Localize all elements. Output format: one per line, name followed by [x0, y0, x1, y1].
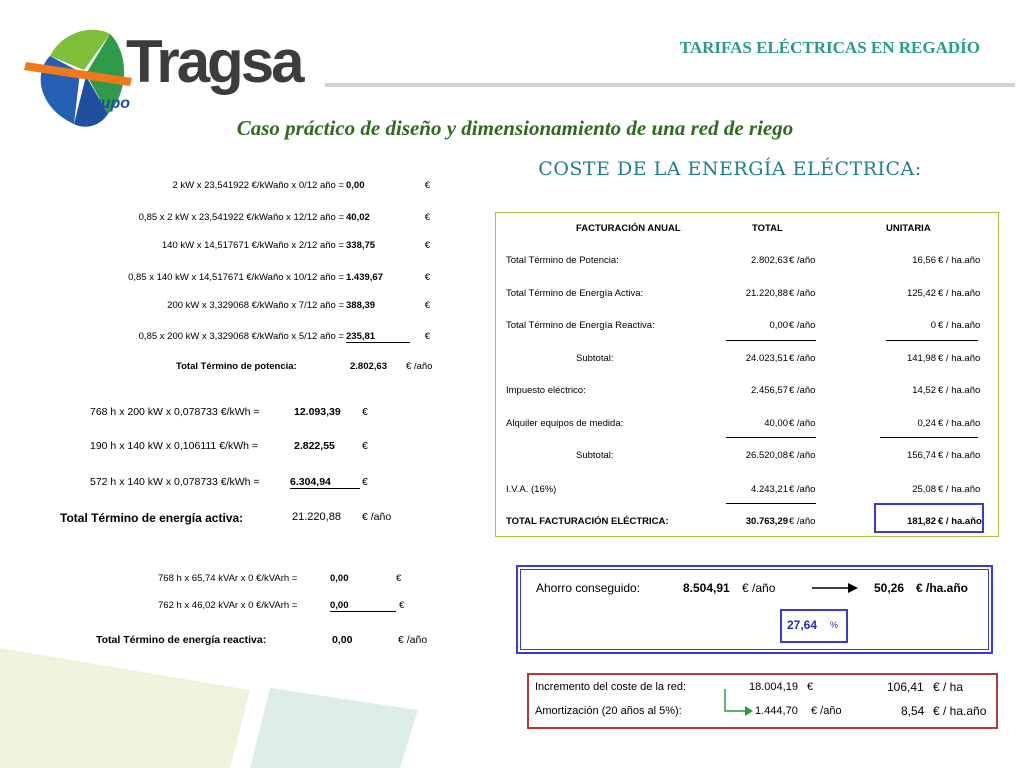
increment-unit: € [807, 681, 814, 693]
billing-row-unit-value: 25,08 [912, 484, 936, 495]
potencia-value: 235,81 [346, 331, 410, 343]
activa-value: 6.304,94 [290, 476, 360, 489]
potencia-formula: 0,85 x 200 kW x 3,329068 €/kWaño x 5/12 año = [138, 331, 344, 342]
reactiva-formula: 762 h x 46,02 kVAr x 0 €/kVArh = [158, 600, 298, 611]
billing-grand-total: 30.763,29 [745, 516, 788, 527]
reactiva-value: 0,00 [330, 600, 396, 612]
potencia-value: 0,00 [346, 180, 365, 191]
potencia-formula: 2 kW x 23,541922 €/kWaño x 0/12 año = [172, 180, 344, 191]
billing-grand-total-unit-value: 181,82 [906, 516, 936, 527]
increment-label: Incremento del coste de la red: [535, 681, 687, 693]
billing-row-total-unit: € /año [789, 484, 816, 495]
potencia-unit: € [424, 240, 430, 251]
potencia-unit: € [424, 180, 430, 191]
billing-row-unit-value: 0,24 [917, 418, 936, 429]
billing-row-total: 2.802,63 [751, 255, 788, 266]
billing-row-unit-unit: € / ha.año [938, 320, 981, 331]
billing-row-label: Total Término de Energía Activa: [506, 288, 644, 299]
billing-row-unit-unit: € / ha.año [938, 353, 981, 364]
activa-unit: € [362, 476, 368, 488]
increment-ha-unit: € / ha [933, 680, 964, 694]
billing-row-unit-unit: € / ha.año [938, 288, 981, 299]
billing-row-total-unit: € /año [789, 288, 816, 299]
billing-row-unit-value: 141,98 [906, 353, 936, 364]
activa-unit: € [362, 440, 368, 452]
billing-row-label: Total Término de Energía Reactiva: [506, 320, 655, 331]
reactiva-total-value: 0,00 [332, 634, 353, 646]
billing-header-total: TOTAL [752, 223, 783, 234]
billing-row-total-unit: € /año [789, 255, 816, 266]
reactiva-value: 0,00 [330, 573, 349, 584]
billing-row-unit-unit: € / ha.año [938, 450, 981, 461]
arrow-right-icon [812, 581, 858, 595]
amortization-ha-value: 8,54 [901, 704, 925, 718]
potencia-formula: 200 kW x 3,329068 €/kWaño x 7/12 año = [167, 300, 344, 311]
reactiva-total-label: Total Término de energía reactiva: [96, 634, 267, 646]
green-arrow-icon [719, 689, 755, 719]
billing-row-total: 26.520,08 [745, 450, 788, 461]
activa-value: 12.093,39 [294, 406, 341, 418]
billing-row-label: Subtotal: [576, 353, 614, 364]
potencia-value: 338,75 [346, 240, 376, 251]
savings-unit: € /año [742, 581, 776, 595]
potencia-unit: € [424, 272, 430, 283]
potencia-value: 40,02 [346, 212, 370, 223]
reactiva-formula: 768 h x 65,74 kVAr x 0 €/kVArh = [158, 573, 298, 584]
potencia-calculations [90, 180, 430, 342]
page-subtitle: Caso práctico de diseño y dimensionamiento de una red de riego [236, 116, 794, 140]
billing-row-label: Total Término de Potencia: [506, 255, 619, 266]
logo-subtext: Grupo [82, 95, 130, 112]
billing-total-rule [726, 503, 816, 504]
activa-value: 2.822,55 [294, 440, 335, 452]
billing-row-label: Subtotal: [576, 450, 614, 461]
amortization-ha-unit: € / ha.año [933, 704, 987, 718]
decorative-bottom-shapes [0, 610, 430, 768]
potencia-formula: 140 kW x 14,517671 €/kWaño x 2/12 año = [161, 240, 344, 251]
savings-percent-value: 27,64 [787, 618, 818, 632]
savings-box [516, 565, 993, 654]
logo-wordmark: Tragsa [126, 28, 302, 95]
amortization-label: Amortización (20 años al 5%): [535, 705, 682, 717]
amortization-unit: € /año [811, 705, 842, 717]
billing-row-label: Impuesto eléctrico: [506, 385, 586, 396]
header-title: TARIFAS ELÉCTRICAS EN REGADÍO [679, 38, 980, 57]
billing-row-total-unit: € /año [789, 353, 816, 364]
billing-row-total-unit: € /año [789, 418, 816, 429]
billing-grand-total-label: TOTAL FACTURACIÓN ELÉCTRICA: [506, 516, 669, 527]
billing-row-label: I.V.A. (16%) [506, 484, 557, 495]
billing-row-unit-value: 16,56 [912, 255, 936, 266]
potencia-formula: 0,85 x 2 kW x 23,541922 €/kWaño x 12/12 año = [138, 212, 344, 223]
billing-row-unit-value: 156,74 [906, 450, 936, 461]
billing-row-total: 24.023,51 [745, 353, 788, 364]
billing-grand-total-unit-unit: € / ha.año [938, 516, 982, 527]
billing-row-unit-unit: € / ha.año [938, 385, 981, 396]
billing-subtotal-rule [880, 437, 978, 438]
savings-label: Ahorro conseguido: [536, 581, 641, 595]
billing-header-concept: FACTURACIÓN ANUAL [576, 223, 681, 234]
billing-row-total-unit: € /año [789, 385, 816, 396]
potencia-formula: 0,85 x 140 kW x 14,517671 €/kWaño x 10/12 año = [128, 272, 344, 283]
potencia-value: 1.439,67 [346, 272, 383, 283]
activa-formula: 190 h x 140 kW x 0,106111 €/kWh = [90, 440, 258, 452]
increment-value: 18.004,19 [749, 681, 798, 693]
potencia-total-unit: € /año [406, 361, 433, 372]
activa-total-label: Total Término de energía activa: [60, 511, 244, 525]
billing-panel [495, 212, 999, 537]
billing-row-unit-value: 0 [930, 320, 936, 331]
activa-total-unit: € /año [362, 511, 392, 523]
savings-per-ha-value: 50,26 [874, 581, 905, 595]
potencia-unit: € [424, 212, 430, 223]
billing-row-total-unit: € /año [789, 320, 816, 331]
section-heading: COSTE DE LA ENERGÍA ELÉCTRICA: [538, 158, 922, 180]
increment-box [527, 673, 998, 729]
reactiva-unit: € [396, 573, 402, 584]
billing-row-unit-unit: € / ha.año [938, 484, 981, 495]
billing-row-total: 40,00 [764, 418, 788, 429]
billing-row-total: 0,00 [769, 320, 788, 331]
billing-grand-total-unit: € /año [789, 516, 816, 527]
savings-value: 8.504,91 [683, 581, 730, 595]
reactiva-unit: € [399, 600, 405, 611]
potencia-total-value: 2.802,63 [350, 361, 387, 372]
activa-unit: € [362, 406, 368, 418]
potencia-value: 388,39 [346, 300, 376, 311]
billing-subtotal-rule [726, 340, 816, 341]
billing-subtotal-rule [726, 437, 816, 438]
potencia-total-label: Total Término de potencia: [176, 361, 297, 372]
potencia-unit: € [424, 331, 430, 342]
billing-row-label: Alquiler equipos de medida: [506, 418, 624, 429]
header-divider [325, 83, 1015, 87]
potencia-unit: € [424, 300, 430, 311]
amortization-value: 1.444,70 [755, 705, 798, 717]
billing-header-unit: UNITARIA [886, 223, 931, 234]
billing-row-total: 2.456,57 [751, 385, 788, 396]
billing-row-total: 4.243,21 [751, 484, 788, 495]
billing-subtotal-rule [886, 340, 978, 341]
savings-per-ha-unit: € /ha.año [916, 581, 969, 595]
billing-row-unit-value: 14,52 [912, 385, 936, 396]
activa-total-value: 21.220,88 [292, 511, 341, 523]
billing-row-unit-unit: € / ha.año [938, 255, 981, 266]
savings-percent-unit: % [830, 620, 839, 630]
billing-row-total: 21.220,88 [745, 288, 788, 299]
reactiva-total-unit: € /año [398, 634, 428, 646]
activa-formula: 768 h x 200 kW x 0,078733 €/kWh = [90, 406, 260, 418]
billing-row-unit-value: 125,42 [906, 288, 936, 299]
activa-formula: 572 h x 140 kW x 0,078733 €/kWh = [90, 476, 260, 488]
billing-row-total-unit: € /año [789, 450, 816, 461]
billing-row-unit-unit: € / ha.año [938, 418, 981, 429]
increment-ha-value: 106,41 [887, 680, 924, 694]
